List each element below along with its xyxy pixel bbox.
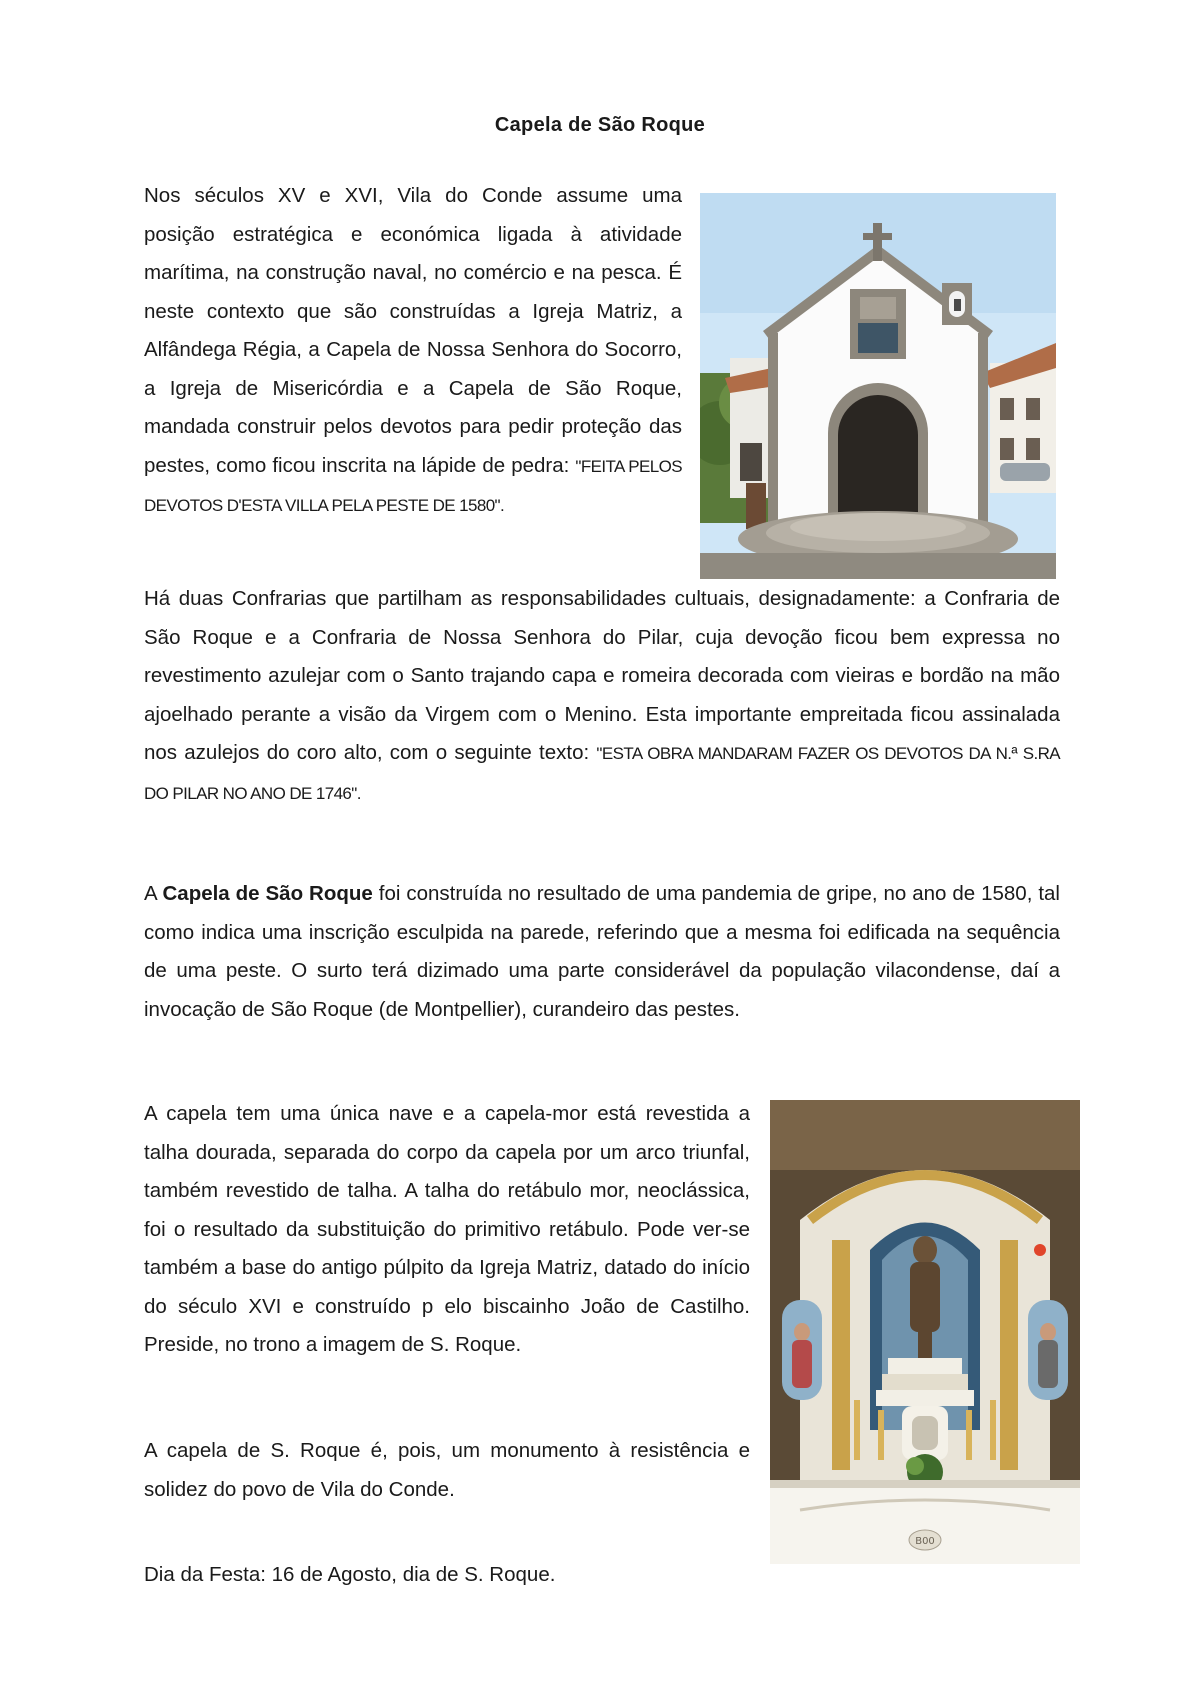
paragraph-history-text: Nos séculos XV e XVI, Vila do Conde assume uma posição estratégica e económica ligada à atividade marítima, na construção naval, no comércio e na pesca. É neste contexto que são construídas a Igreja Matriz, a Alfândega Régia, a Capela de Nossa Senhora do Socorro, a Igreja de Misericórdia e a Capela de São Roque, mandada construir pelos devotos para pedir proteção das pestes, como ficou inscrita na lápide de pedra: bbox=[144, 184, 682, 477]
page-title: Capela de São Roque bbox=[494, 114, 706, 136]
paragraph-monument: A capela de S. Roque é, pois, um monumento à resistência e solidez do povo de Vila do Conde. bbox=[144, 1439, 750, 1501]
paragraph-history bbox=[144, 177, 682, 526]
paragraph-interior: A capela tem uma única nave e a capela-mor está revestida a talha dourada, separada do corpo da capela por um arco triunfal, também revestido de talha. A talha do retábulo mor, neoclássica, foi o resultado da substituição do primitivo retábulo. Pode ver-se também a base do antigo púlpito da Igreja Matriz, datado do início do século XVI e construído p elo biscainho João de Castilho. Preside, no trono a imagem de S. Roque. bbox=[144, 1102, 750, 1356]
chapel-name-bold: Capela de São Roque bbox=[162, 882, 373, 905]
paragraph-origin-text: foi construída no resultado de uma pandemia de gripe, no ano de 1580, tal como indica uma inscrição esculpida na parede, referindo que a mesma foi edificada na sequência de uma peste. O surto terá dizimado uma parte considerável da população vilacondense, daí a invocação de São Roque (de Montpellier), curandeiro das pestes. bbox=[144, 882, 1060, 1021]
feast-day-line: Dia da Festa: 16 de Agosto, dia de S. Roque. bbox=[144, 1563, 556, 1586]
paragraph-origin-prefix: A bbox=[144, 882, 163, 905]
inscription-1580-quote: "FEITA PELOS DEVOTOS D'ESTA VILLA PELA PESTE DE 1580". bbox=[144, 456, 682, 515]
paragraph-confrarias-text: Há duas Confrarias que partilham as responsabilidades cultuais, designadamente: a Confraria de São Roque e a Confraria de Nossa Senhora do Pilar, cuja devoção ficou bem expressa no revestimento azulejar com o Santo trajando capa e romeira decorada com vieiras e bordão na mão ajoelhado perante a visão da Virgem com o Menino. Esta importante empreitada ficou assinalada nos azulejos do coro alto, com o seguinte texto: bbox=[144, 587, 1060, 764]
chapel-facade-photo bbox=[700, 193, 1056, 579]
paragraph-origin bbox=[144, 875, 1060, 1029]
inscription-1746-quote: "ESTA OBRA MANDARAM FAZER OS DEVOTOS DA N.ª S.RA DO PILAR NO ANO DE 1746". bbox=[144, 744, 1060, 803]
altar-plaque-label: B00 bbox=[915, 1536, 935, 1547]
paragraph-confrarias bbox=[144, 580, 1060, 813]
altar-retable-photo bbox=[770, 1100, 1080, 1564]
